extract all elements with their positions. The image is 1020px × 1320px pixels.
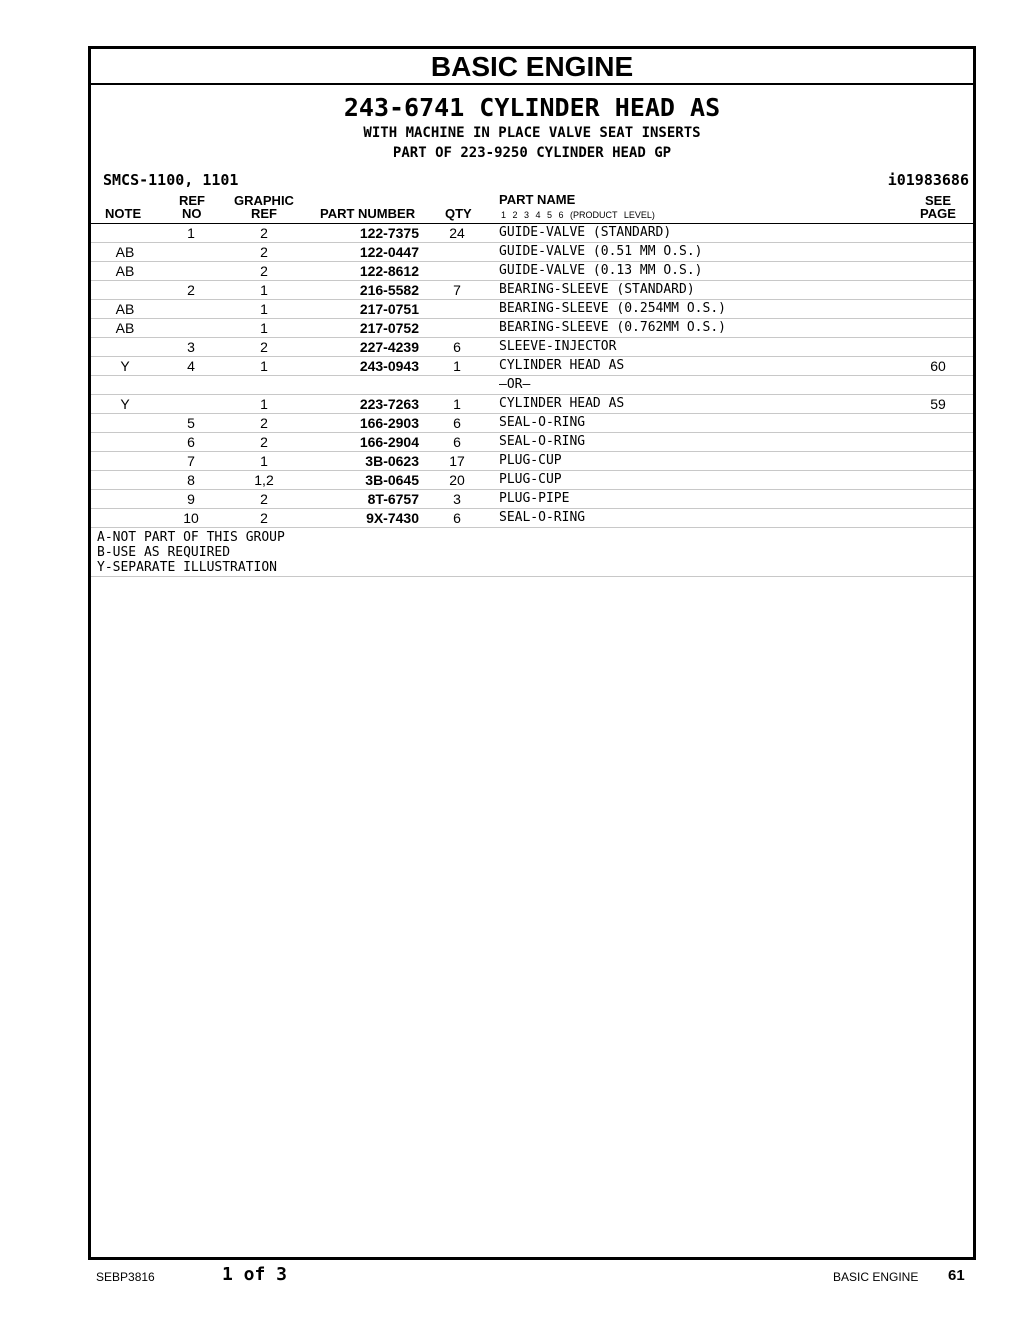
cell-part-number: 122-7375 xyxy=(359,225,419,241)
cell-part-number: 8T-6757 xyxy=(367,491,419,507)
table-row xyxy=(91,262,973,281)
cell-graphic-ref: 2 xyxy=(260,510,268,526)
cell-part-name: PLUG-CUP xyxy=(499,453,562,468)
cell-part-number: 9X-7430 xyxy=(366,510,419,526)
table-row xyxy=(91,300,973,319)
col-see-bottom: PAGE xyxy=(920,206,956,221)
cell-ref: 3 xyxy=(187,339,195,355)
table-row xyxy=(91,471,973,490)
page-frame xyxy=(88,46,976,1260)
cell-qty: 6 xyxy=(453,434,461,450)
table-row xyxy=(91,319,973,338)
cell-see-page: 60 xyxy=(930,358,946,374)
cell-part-number: 3B-0645 xyxy=(365,472,419,488)
col-see-top: SEE xyxy=(925,193,952,208)
cell-graphic-ref: 1 xyxy=(260,320,268,336)
legend-note-y: Y-SEPARATE ILLUSTRATION xyxy=(97,560,278,575)
table-row xyxy=(91,395,973,414)
legend-note-b: B-USE AS REQUIRED xyxy=(97,545,231,560)
smcs-row xyxy=(91,169,973,193)
cell-part-name: BEARING-SLEEVE (0.762MM O.S.) xyxy=(499,320,726,335)
parts-table-body xyxy=(91,224,973,528)
cell-graphic-ref: 2 xyxy=(260,434,268,450)
cell-qty: 1 xyxy=(453,358,461,374)
table-row xyxy=(91,452,973,471)
cell-graphic-ref: 2 xyxy=(260,491,268,507)
cell-part-name: GUIDE-VALVE (0.51 MM O.S.) xyxy=(499,244,703,259)
subtitle-2: PART OF 223-9250 CYLINDER HEAD GP xyxy=(392,145,672,161)
cell-ref: 9 xyxy=(187,491,195,507)
table-row xyxy=(91,376,973,395)
col-note: NOTE xyxy=(105,206,142,221)
cell-note: AB xyxy=(115,320,135,336)
cell-graphic-ref: 2 xyxy=(260,263,268,279)
col-ref-top: REF xyxy=(179,193,205,208)
subtitle-1: WITH MACHINE IN PLACE VALVE SEAT INSERTS xyxy=(363,125,701,141)
cell-part-name: CYLINDER HEAD AS xyxy=(499,358,625,373)
cell-graphic-ref: 1 xyxy=(260,282,268,298)
cell-graphic-ref: 1,2 xyxy=(254,472,274,488)
smcs-code: SMCS-1100, 1101 xyxy=(103,171,239,189)
cell-part-name: PLUG-CUP xyxy=(499,472,562,487)
cell-graphic-ref: 1 xyxy=(260,453,268,469)
table-row xyxy=(91,490,973,509)
col-qty: QTY xyxy=(445,206,472,221)
cell-part-number: 217-0751 xyxy=(359,301,419,317)
cell-ref: 10 xyxy=(183,510,199,526)
cell-part-number: 243-0943 xyxy=(359,358,419,374)
col-graphic-bottom: REF xyxy=(251,206,277,221)
cell-part-name: SEAL-O-RING xyxy=(499,415,586,430)
cell-graphic-ref: 2 xyxy=(260,225,268,241)
cell-note: AB xyxy=(115,244,135,260)
cell-ref: 5 xyxy=(187,415,195,431)
col-ref-bottom: NO xyxy=(182,206,202,221)
cell-graphic-ref: 1 xyxy=(260,396,268,412)
table-row xyxy=(91,433,973,452)
illustration-id: i01983686 xyxy=(887,171,969,189)
cell-qty: 3 xyxy=(453,491,461,507)
cell-ref: 4 xyxy=(187,358,195,374)
cell-part-name: BEARING-SLEEVE (STANDARD) xyxy=(499,282,695,297)
table-row xyxy=(91,243,973,262)
cell-part-name: SLEEVE-INJECTOR xyxy=(499,339,617,354)
notes-legend xyxy=(91,528,973,577)
cell-part-name: SEAL-O-RING xyxy=(499,510,586,525)
cell-qty: 6 xyxy=(453,339,461,355)
table-row xyxy=(91,281,973,300)
cell-qty: 1 xyxy=(453,396,461,412)
col-product-level: 1 2 3 4 5 6 (PRODUCT LEVEL) xyxy=(501,210,655,220)
page-title: 243-6741 CYLINDER HEAD AS xyxy=(343,93,721,122)
legend-note-a: A-NOT PART OF THIS GROUP xyxy=(97,530,285,545)
cell-part-name: GUIDE-VALVE (STANDARD) xyxy=(499,225,672,240)
cell-ref: 8 xyxy=(187,472,195,488)
cell-ref: 2 xyxy=(187,282,195,298)
cell-graphic-ref: 1 xyxy=(260,358,268,374)
cell-note: Y xyxy=(120,396,130,412)
cell-qty: 6 xyxy=(453,510,461,526)
cell-part-number: 122-8612 xyxy=(359,263,419,279)
cell-part-name: GUIDE-VALVE (0.13 MM O.S.) xyxy=(499,263,703,278)
cell-graphic-ref: 2 xyxy=(260,244,268,260)
cell-see-page: 59 xyxy=(930,396,946,412)
table-row xyxy=(91,357,973,376)
cell-part-number: 223-7263 xyxy=(359,396,419,412)
table-row xyxy=(91,338,973,357)
cell-part-number: 217-0752 xyxy=(359,320,419,336)
cell-qty: 6 xyxy=(453,415,461,431)
col-graphic-top: GRAPHIC xyxy=(234,193,294,208)
cell-graphic-ref: 2 xyxy=(260,339,268,355)
cell-qty: 17 xyxy=(449,453,465,469)
cell-qty: 20 xyxy=(449,472,465,488)
cell-part-name: CYLINDER HEAD AS xyxy=(499,396,625,411)
table-header xyxy=(91,193,973,224)
table-row xyxy=(91,509,973,528)
table-row xyxy=(91,224,973,243)
cell-part-name: PLUG-PIPE xyxy=(499,491,570,506)
footer-page-of: 1 of 3 xyxy=(222,1264,288,1285)
cell-part-number: 227-4239 xyxy=(359,339,419,355)
cell-part-number: 166-2904 xyxy=(359,434,419,450)
col-part-name: PART NAME xyxy=(499,192,576,207)
cell-part-number: 216-5582 xyxy=(359,282,419,298)
footer-section: BASIC ENGINE xyxy=(833,1270,919,1284)
cell-ref: 7 xyxy=(187,453,195,469)
cell-qty: 7 xyxy=(453,282,461,298)
cell-part-number: 3B-0623 xyxy=(365,453,419,469)
cell-note: Y xyxy=(120,358,130,374)
cell-ref: 6 xyxy=(187,434,195,450)
cell-part-number: 166-2903 xyxy=(359,415,419,431)
cell-graphic-ref: 1 xyxy=(260,301,268,317)
cell-part-number: 122-0447 xyxy=(359,244,419,260)
footer-doc-id: SEBP3816 xyxy=(96,1270,155,1284)
cell-part-name: SEAL-O-RING xyxy=(499,434,586,449)
section-banner: BASIC ENGINE xyxy=(91,49,973,85)
cell-part-name: —OR— xyxy=(499,377,531,392)
cell-qty: 24 xyxy=(449,225,465,241)
table-row xyxy=(91,414,973,433)
cell-ref: 1 xyxy=(187,225,195,241)
cell-note: AB xyxy=(115,263,135,279)
footer-page-number: 61 xyxy=(948,1267,965,1284)
col-part-number: PART NUMBER xyxy=(320,206,416,221)
cell-note: AB xyxy=(115,301,135,317)
page-footer xyxy=(0,1264,1020,1288)
cell-graphic-ref: 2 xyxy=(260,415,268,431)
cell-part-name: BEARING-SLEEVE (0.254MM O.S.) xyxy=(499,301,726,316)
